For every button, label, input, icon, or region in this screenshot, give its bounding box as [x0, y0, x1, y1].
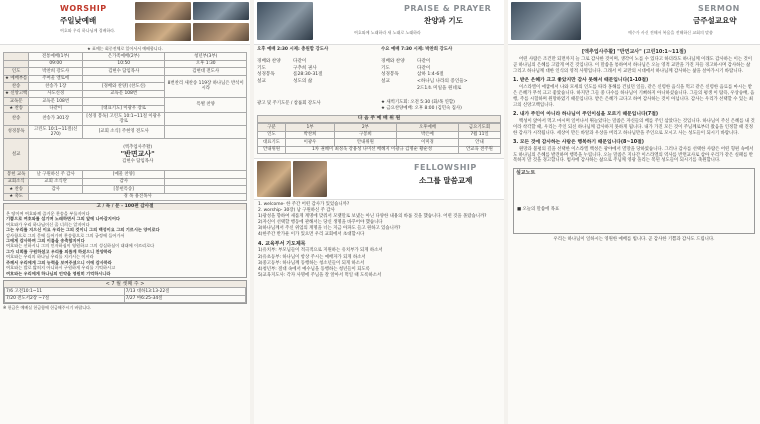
cell	[165, 126, 247, 139]
fellowship-photo	[293, 161, 327, 197]
scripture-line: 그가 너희를 구원하셨고 우리를 의롭게 하셨으니 찬양하라	[6, 248, 112, 254]
side-note: 특별 찬양	[165, 98, 247, 113]
row-label: 성경봉독	[4, 126, 29, 139]
question-item: 2)자신이 선택할 행동에 관해서는 당신 생명을 바꾸어야 했습니다	[258, 220, 383, 226]
cell: 감사	[83, 178, 165, 186]
scripture-line: 여호와는 우리에게 하나님의 언약을 영원히 기억하시니라	[6, 270, 111, 276]
sermon-points	[513, 78, 755, 164]
dawn-prayer: ★ 새벽기도회: 오전 5:30 (화/목 연합)	[381, 99, 455, 105]
order-row	[257, 66, 377, 72]
cell: 주여울 앨토에	[29, 75, 83, 83]
roster-table	[257, 123, 501, 154]
roster-header: 금요기도회	[458, 124, 500, 132]
cell	[165, 113, 247, 126]
sermon-page	[508, 0, 760, 424]
worship-order-table	[3, 52, 247, 201]
cell	[165, 178, 247, 186]
order-value: 다같이	[293, 58, 307, 64]
cell	[83, 98, 165, 106]
fellowship-banner	[254, 158, 504, 200]
sermon-speaker: 김현수 담임목사	[122, 158, 154, 164]
cell	[165, 186, 247, 194]
prayer-banner	[254, 0, 504, 45]
cell: 사도신경	[29, 90, 83, 98]
worship-title-en: WORSHIP	[60, 4, 107, 13]
row-label: 찬송	[4, 113, 29, 126]
row-label: 찬송	[4, 83, 29, 91]
cell: 7/27 마6:25-34절	[124, 295, 245, 303]
cell: 교독문 108번	[83, 90, 165, 98]
order-row	[257, 59, 377, 65]
prayer-topics-head: 4. 교육부서 기도제목	[258, 241, 306, 248]
point-body: 원망과 불평의 길을 선택한 이스라엘 백성은 광야에서 멸망을 당하였습니다. 그러나 감사를 선택한 사람은 어떤 형편 속에서도 하나님의 은혜를 발견하며 행복을 누립니다. 오늘 말씀은 지나간 이스라엘의 역사를 반면교사로 삼아 우리가 같은 실패를 반복하지 말 것을 경고합니다. 범사에 감사하는 삶으로 주님께 영광 돌리는 복된 성도들이 되시기를 축원합니다.	[513, 146, 754, 164]
cell: [대표기도] 이광우 장로	[83, 105, 165, 113]
roster-cell: 안내위원	[258, 146, 286, 154]
roster-cell: 이광우	[286, 139, 335, 147]
side-note: 8번찬리 새찬송 119장 하나님은 반석이시라	[165, 75, 247, 98]
order-value: 삼하 1:4-6절	[417, 72, 444, 78]
scripture-line: 여호와는 선하시니 그의 인자하심이 영원하고 그의 성실하심이 대대에 이르리로다	[6, 243, 155, 249]
worship-page	[0, 0, 250, 424]
roster-cell: 인도	[258, 131, 286, 139]
memo-sub: ■ 오늘의 말씀에 목표	[517, 207, 560, 213]
prayer-item: 4)청년부: 절대 속에서 예수님을 동행하는 청년들이 되도록	[258, 266, 370, 272]
table-row	[258, 139, 501, 147]
cell: 김현대 전도사	[165, 68, 247, 76]
scripture-line: 감사함으로 그의 문에 들어가며 찬송함으로 그의 궁정에 들어가서	[6, 232, 125, 238]
row-label: 설교	[4, 139, 29, 171]
roster-cell: 구봉희	[334, 131, 396, 139]
table-row	[4, 193, 247, 201]
sermon-intro: 어떤 사람은 조건만 되면까지 늘 그로 감사한 것이며, 생각이 노를 수 있다고 하더라도 하나님께 이래도 감사하는 이는 것이 곧 하나님의 은혜를 고맙게 여긴 것입니다. 이 말씀을 통하여서 하나님은 오늘 영적 교만을 가진 자들 경고하시며 감사하는 삶 그리고 하나님께 대한 인식의 영적 사명입니다. 그래서 이 교만의 시대에서 하나님께 감사하는 삶을 살아가시기 바랍니다.	[513, 57, 752, 75]
afternoon-head: 오후 예배 2:30 시제: 충원합 강도사	[257, 47, 329, 52]
cell: 찬송가 301장	[29, 113, 83, 126]
table-row	[5, 288, 246, 296]
roster-cell: 박은예	[396, 131, 458, 139]
order-value: <하나님 나라의 증인들>	[417, 79, 468, 85]
sermon-subtitle: 예수가 사신 전해서 복음을 전해하신 교회의 말씀	[628, 30, 713, 35]
worship-title-ko: 주일낮예배	[60, 16, 97, 25]
row-label: 봉헌 교독	[4, 171, 29, 179]
cell: 7/13 대하13:13-22절	[124, 288, 245, 296]
row-label: 교독문	[4, 98, 29, 106]
order-value: 성도의 삶	[293, 79, 313, 85]
order-label	[381, 86, 417, 92]
sermon-title-ko: 금주설교요약	[693, 16, 737, 25]
sermon-cell	[29, 139, 247, 171]
worship-banner	[0, 0, 250, 45]
cell	[165, 171, 247, 179]
order-row	[381, 72, 501, 78]
choir-photo	[193, 2, 249, 20]
roster-cell: 7월 11일	[458, 131, 500, 139]
order-label: 성경봉독	[381, 72, 399, 78]
order-row	[381, 79, 501, 85]
sermon-row	[4, 139, 247, 171]
cell: 박찬희 강도사	[29, 68, 83, 76]
order-label: 설교	[257, 79, 266, 85]
prayer-photo	[257, 2, 313, 40]
table-row	[4, 126, 247, 139]
table-corner	[4, 53, 29, 61]
prayer-item: 1)유치부: 부모님들이 적극적으로 지원하는 유치부가 되게 하소서	[258, 248, 383, 254]
offering-footer: ※ 헌금은 예배실 헌금함에 헌금해주시기 바랍니다.	[3, 305, 92, 311]
service-name: 은가족예배(2부)	[83, 53, 165, 61]
cell: [봉헌특송]	[83, 186, 165, 194]
row-label: ★ 신앙고백	[5, 91, 28, 96]
prayer-topics	[258, 248, 500, 279]
scripture-line: 여호와가 우리 하나님이신 줄 너희는 알지어다	[6, 221, 90, 227]
row-label: ★ 예배부름	[5, 76, 28, 81]
scripture-line: 여호와는 우리의 하나님 우리를 지키시는 이시라	[6, 254, 94, 260]
scripture-line: 기쁨으로 여호와를 섬기며 노래하면서 그의 앞에 나아갈지어다	[6, 216, 120, 222]
cell: [성경 봉독] 고린도 10:1~11절 이광우 장로	[83, 113, 165, 126]
prayer-page	[254, 0, 504, 424]
fellowship-photos	[257, 161, 327, 201]
roster-title: 다 음 주 예 배 위 원	[257, 115, 501, 123]
order-row	[257, 79, 377, 85]
roster-cell: 이미경	[396, 139, 458, 147]
roster-cell: 안내위원	[334, 139, 396, 147]
sermon-banner	[508, 0, 760, 45]
cell: 고린도 10:1~11절(신270)	[29, 126, 83, 139]
prayer-item: 2)유초등부: 하나님이 항상 주시는 예배자가 되게 하소서	[258, 254, 366, 260]
cell: [경배와 찬양] (찬도신)	[83, 83, 165, 91]
table-row	[4, 98, 247, 106]
table-corner	[4, 60, 29, 68]
point-heading: 1. 받은 은혜가 크고 좋았지만 감사 못해서 때문입니다(1-10절)	[513, 78, 649, 84]
worship-subtitle: 여호와 우리 하나님께 경배하라.	[60, 28, 116, 33]
table-row	[258, 124, 501, 132]
memo-box	[513, 168, 755, 234]
afternoon-closing: 광고 및 주기도문 / 참률회 강도사	[257, 100, 321, 106]
roster-header: 1부	[286, 124, 335, 132]
worship-photos	[135, 2, 249, 42]
worship-note: ★ 표예는 회중전체로 일어서서 예배합니다.	[87, 46, 163, 51]
reading-box	[3, 280, 247, 304]
point-heading: 3. 모든 것에 감사하는 사람은 행복하기 때문입니다(8~10절)	[513, 139, 644, 145]
order-row	[381, 86, 501, 92]
scripture-line: 여호와는 발로 밟히지 아니하시 구원하게 우리를 기억하시고	[6, 265, 116, 271]
congregation-photo	[193, 23, 249, 41]
cell: 7/6 고전10:1~11	[5, 288, 125, 296]
roster-cell: 안교육 전주원	[458, 146, 500, 154]
cell	[83, 75, 165, 83]
sermon-photo	[511, 2, 581, 40]
service-name: 전통예배(1부)	[29, 53, 83, 61]
congregation-photo	[135, 23, 191, 41]
blessing-cell: 경 목 용진목사	[29, 193, 247, 201]
table-row	[4, 178, 247, 186]
cell: 7/20 전도서2장 ~7절	[5, 295, 125, 303]
prayer-photos	[257, 2, 313, 42]
fellowship-title-ko: 소그룹 말씀교제	[419, 176, 473, 186]
order-label: 기도	[381, 65, 390, 71]
service-time: 오후 1:30	[165, 60, 247, 68]
scripture-line: 온 땅이여 여호와께 즐거운 찬송을 부를지어다	[6, 210, 90, 216]
order-label: 경배와 찬양	[257, 58, 281, 64]
sermon-closing: 우리는 하나님이 일하시는 영원한 예배를 빕니다. 곧 감사한 기쁨과 감사도 드립니다.	[553, 237, 715, 243]
order-row	[381, 66, 501, 72]
cell: 김현수 담임목사	[83, 68, 165, 76]
order-label: 성경봉독	[257, 72, 275, 78]
sermon-heading: [엑추업사주활] "반면교사" (고린10:1~11절)	[581, 49, 687, 55]
cell: [교회 소식] 주현영 전도사	[83, 126, 165, 139]
prayer-item: 5)교육지도사: 각자 사명에 주님을 잘 알아서 먹일 때 도록하소서	[258, 272, 382, 278]
service-time: 09:00	[29, 60, 83, 68]
order-value: 롬28:30-31절	[293, 72, 323, 78]
roster-header: 구분	[258, 124, 286, 132]
sermon-photos	[511, 2, 581, 42]
choir-photo	[135, 2, 191, 20]
question-item: 3)하나님께서 주신 위엄의 계명을 너는 지금 아파도 들고 원하고 있습니까?	[258, 226, 401, 232]
afternoon-service	[257, 47, 377, 111]
roster-cell: 박찬희	[286, 131, 335, 139]
roster-cell: 안내	[458, 139, 500, 147]
scripture-box	[3, 203, 247, 278]
question-item: 4)한주간 반가운 이가 있으면 우리 교회에서 초대합시다	[258, 232, 365, 238]
service-time: 10:50	[83, 60, 165, 68]
cell: 감사	[29, 186, 83, 194]
roster-cell: 대표기도	[258, 139, 286, 147]
table-row	[5, 295, 246, 303]
wednesday-head: 수요 예배 7:30 시제: 박찬희 강도사	[381, 47, 453, 52]
cell: 다같이	[29, 105, 83, 113]
order-label: 경배와 찬양	[381, 58, 405, 64]
cell: 찬송가 1장	[29, 83, 83, 91]
sermon-title: "반면교사"	[120, 150, 155, 159]
scripture-lines	[4, 210, 246, 277]
fellowship-title-en: FELLOWSHIP	[414, 163, 477, 173]
table-row	[4, 186, 247, 194]
scripture-line: 그는 우리를 지으신 이요 우리는 그의 것이니 그의 백성이요 그의 기르시는 양이로다	[6, 227, 160, 233]
memo-head: 설교노트	[516, 170, 536, 177]
week-heading: < 7 월 셋째 주 >	[4, 281, 246, 287]
friday-prayer: ★ 금요찬양예배: 오후 8:00 (김민숙 집사)	[381, 105, 462, 111]
scripture-heading: 고 / 독 / 문 - 100편 감사절	[4, 204, 246, 210]
sermon-title-en: SERMON	[698, 4, 740, 13]
row-label: 교회소식	[4, 178, 29, 186]
order-value: 구추희 권사	[293, 65, 317, 71]
order-row	[257, 72, 377, 78]
order-value: 다같이	[417, 58, 431, 64]
row-label: 인도	[4, 68, 29, 76]
fellowship-photo	[257, 161, 291, 197]
sermon-series: (엑추업사주활)	[123, 144, 153, 150]
roster-header: 2부	[334, 124, 396, 132]
point-heading: 2. 내가 주인이 아니라 하나님이 주인이심을 모르기 때문입니다(7절)	[513, 111, 659, 117]
roster-header: 오후예배	[396, 124, 458, 132]
row-label: ★ 찬송	[4, 186, 29, 194]
table-row	[4, 68, 247, 76]
prayer-subtitle: 여호와께 노래하라 새 노래로 노래하라	[354, 30, 421, 35]
row-label: ★ 축도	[4, 193, 29, 201]
fellowship-questions	[258, 208, 500, 238]
point-body: 백성이 앉아서 먹고 마시며 일어나서 뛰놀았다는 말씀은 자신들의 배를 주인 삼았다는 것입니다. 하나님이 주신 은혜를 내 것이라 착각할 때, 우리는 주인 되신 하나님께 감사하지 못하게 됩니다. 내가 가진 모든 것이 주님께로부터 왔음을 인정할 때 진정한 감사가 시작됩니다. 세상이 만든 바알과 우상을 버리고 하나님만을 주인으로 모시고 사는 성도들이 되시기 바랍니다.	[513, 118, 755, 136]
cell: 교독문 108번	[29, 98, 83, 106]
prayer-title-ko: 찬양과 기도	[424, 16, 463, 25]
order-value: 다같이	[417, 65, 431, 71]
wednesday-order	[381, 59, 501, 92]
service-name: 청년부(3부)	[165, 53, 247, 61]
fellowship-intro: 1. welcome- 한 주간 어떤 감사가 있었습니까?	[258, 202, 350, 208]
cell: [예물 찬양]	[83, 171, 165, 179]
order-value: 2드1초 미일을 원네로	[417, 85, 462, 91]
scripture-line: 그에게 감사하며 그의 이름을 송축할지어다	[6, 238, 85, 243]
reading-table	[4, 287, 246, 303]
prayer-item: 3)중고등부: 하나님께 동행하는 청소년들이 되게 하소서	[258, 260, 365, 266]
scripture-line: 주께서 우리에게 그의 능력을 보여주셨으니 이에 감사하라	[6, 259, 112, 265]
row-label: ★ 찬송	[4, 105, 29, 113]
prayer-title-en: PRAISE & PRAYER	[404, 4, 492, 13]
table-row	[4, 113, 247, 126]
question-item: 2. worship- 30장) 남 구원하신 주 감사	[258, 208, 335, 214]
cell: 교회 소식란	[29, 178, 83, 186]
wednesday-service	[381, 47, 501, 111]
table-row	[4, 75, 247, 83]
afternoon-order	[257, 59, 377, 85]
table-row	[4, 171, 247, 179]
question-item: 1)광성을 향하여 새롭게 계명에 맞춰서 모랫말로 보냈는 아닌 다양한 내용의 바룰 것을 했습니다. 어떤 것을 몰랐습니까?	[258, 214, 487, 220]
point-body: 이스라엘이 애굽에서 나와 모세의 인도를 따라 홍해를 건넜던 일들, 같은 신령한 음식을 먹고 같은 신령한 음료를 마시는 받은 은혜가 무척 크고 좋았습니다. 하지만 그들 중 다수를 하나님이 기뻐하지 아니하셨습니다. 그들의 평생 이 탐욕, 우상숭배, 음행, 주를 시험하며 원망하였기 때문입니다. 받은 은혜가 크다고 하여 감사하는 것이 아닙니다. 감사는 우리가 선택할 수 있는 최고의 신앙고백입니다.	[513, 85, 755, 108]
cell: 날 구원하신 주 감사	[29, 171, 83, 179]
roster-cell: 1차 권혜미 최정욱 강용성 나미선 배혜지 이광규 김명순 황순성	[286, 146, 459, 154]
order-label: 설교	[381, 79, 390, 85]
order-label: 기도	[257, 65, 266, 71]
table-row	[258, 146, 501, 154]
table-row	[258, 131, 501, 139]
order-row	[381, 59, 501, 65]
